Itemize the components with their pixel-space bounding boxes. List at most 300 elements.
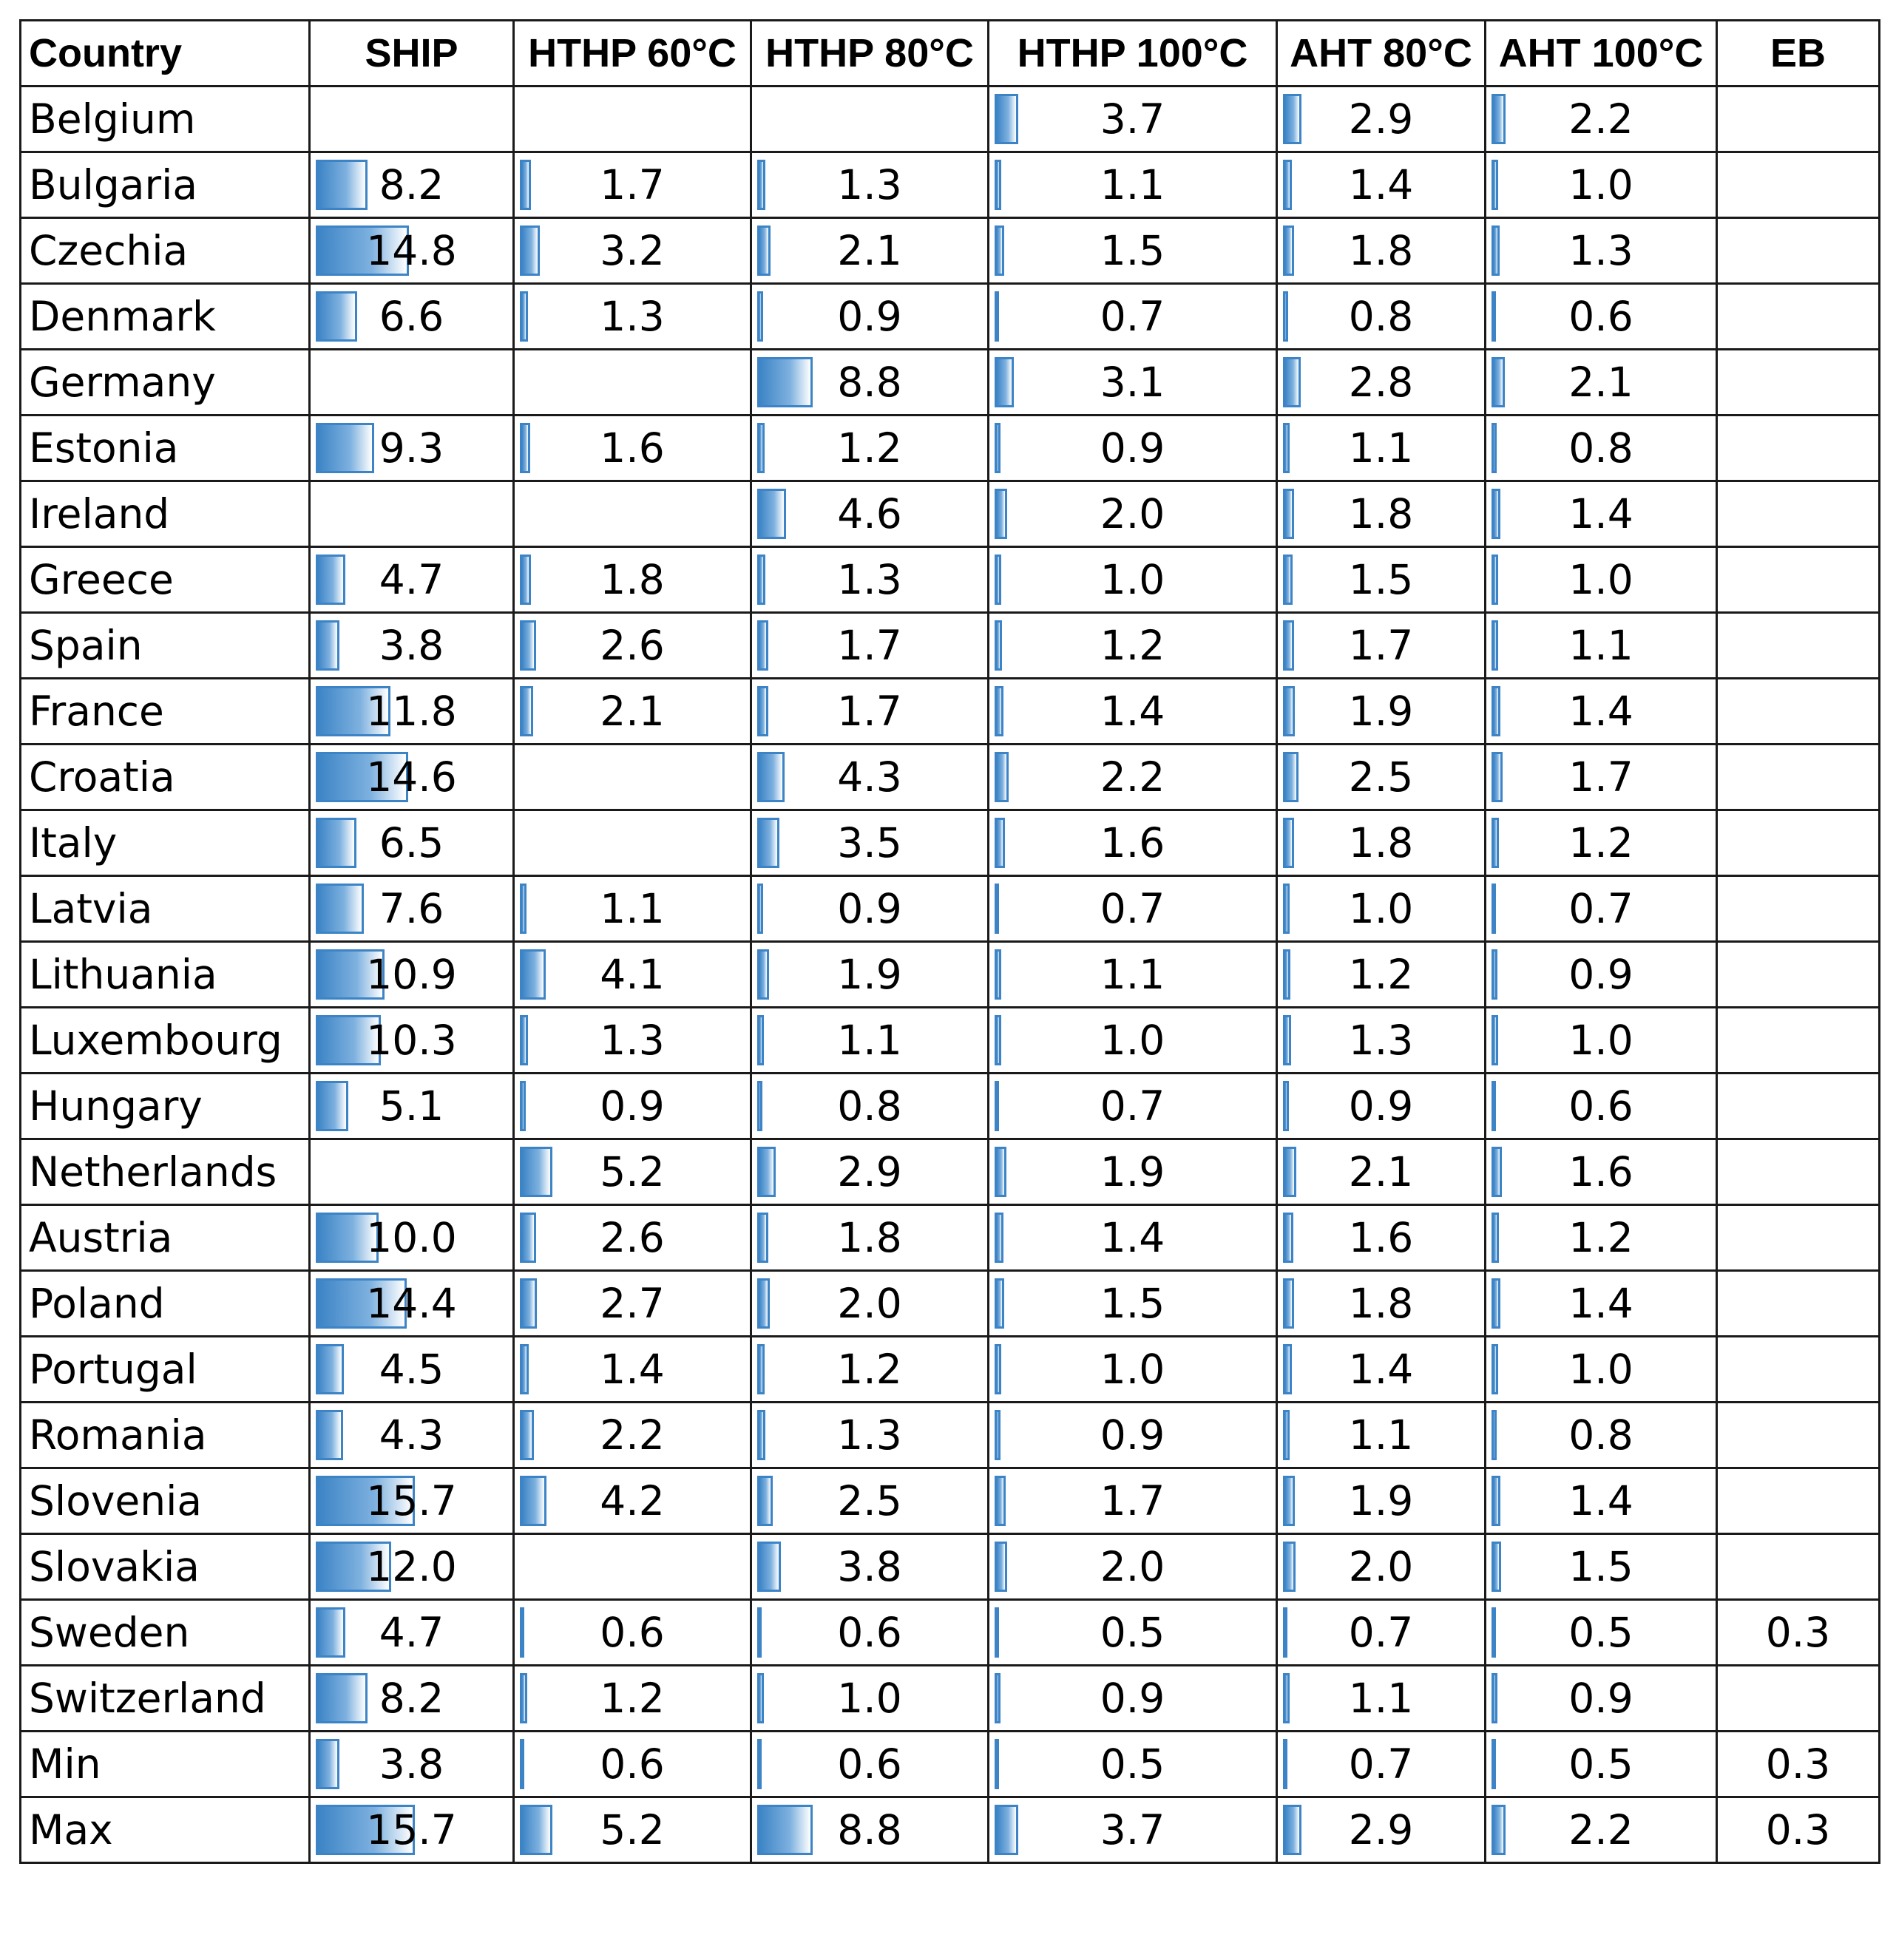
value-cell: [1486, 416, 1717, 481]
value-cell: [751, 942, 989, 1008]
value-label: 1.1: [837, 1017, 902, 1064]
value-label: 1.8: [600, 556, 665, 603]
value-label: 3.1: [1100, 359, 1165, 406]
row-label: Romania: [21, 1403, 310, 1468]
value-cell: [310, 745, 514, 810]
value-label: 1.3: [600, 293, 665, 340]
value-cell: [989, 1008, 1277, 1074]
value-label: 1.7: [837, 688, 902, 735]
value-cell: [1486, 481, 1717, 547]
value-label: 4.6: [837, 490, 902, 538]
value-label: 1.4: [1348, 1346, 1414, 1393]
value-cell: [1717, 152, 1880, 218]
value-cell: [514, 1271, 751, 1337]
value-cell: [1486, 1797, 1717, 1863]
value-cell: [514, 1074, 751, 1139]
row-label: Estonia: [21, 416, 310, 481]
value-cell: [514, 481, 751, 547]
value-label: 0.9: [1348, 1082, 1414, 1130]
value-label: 1.9: [1100, 1148, 1165, 1196]
table-row: [21, 1600, 1880, 1666]
value-label: 10.3: [366, 1017, 457, 1064]
row-label: Max: [21, 1797, 310, 1863]
value-label: 1.1: [1100, 161, 1165, 208]
value-label: 1.1: [1568, 622, 1633, 669]
value-cell: [310, 416, 514, 481]
value-cell: [1277, 1074, 1486, 1139]
value-cell: [1486, 1337, 1717, 1403]
value-label: 5.1: [379, 1082, 444, 1130]
value-label: 0.7: [1100, 293, 1165, 340]
value-cell: [1277, 1337, 1486, 1403]
value-cell: [1717, 1403, 1880, 1468]
value-label: 1.3: [600, 1017, 665, 1064]
value-label: 1.8: [1348, 819, 1414, 867]
row-label: Netherlands: [21, 1139, 310, 1205]
value-cell: [1717, 1666, 1880, 1732]
value-cell: [1486, 1271, 1717, 1337]
value-cell: [1486, 1205, 1717, 1271]
column-header: EB: [1717, 21, 1880, 87]
value-cell: [989, 1666, 1277, 1732]
value-cell: [751, 1732, 989, 1797]
value-cell: [514, 1468, 751, 1534]
value-label: 2.2: [600, 1411, 665, 1459]
value-label: 0.5: [1100, 1609, 1165, 1656]
value-cell: [989, 218, 1277, 284]
value-label: 1.0: [1348, 885, 1414, 932]
value-cell: [1717, 745, 1880, 810]
value-cell: [751, 218, 989, 284]
row-label: Belgium: [21, 87, 310, 152]
value-label: 0.8: [1568, 424, 1633, 472]
value-label: 1.4: [1100, 1214, 1165, 1261]
value-label: 5.2: [600, 1148, 665, 1196]
value-cell: [514, 942, 751, 1008]
value-cell: [514, 613, 751, 679]
value-cell: [1277, 1797, 1486, 1863]
value-cell: [1486, 284, 1717, 350]
value-cell: [989, 810, 1277, 876]
value-label: [515, 87, 750, 151]
value-cell: [1717, 1337, 1880, 1403]
value-cell: [310, 810, 514, 876]
value-cell: [1717, 481, 1880, 547]
value-label: 1.4: [600, 1346, 665, 1393]
value-label: 0.9: [1100, 424, 1165, 472]
value-label: 1.4: [1100, 688, 1165, 735]
table-row: [21, 942, 1880, 1008]
value-label: 9.3: [379, 424, 444, 472]
value-label: 0.6: [600, 1609, 665, 1656]
value-label: 1.9: [1348, 1477, 1414, 1525]
table-row: [21, 1139, 1880, 1205]
value-cell: [1277, 613, 1486, 679]
value-cell: [751, 1797, 989, 1863]
value-label: 0.8: [837, 1082, 902, 1130]
value-cell: [310, 1600, 514, 1666]
value-cell: [1277, 87, 1486, 152]
value-label: 3.5: [837, 819, 902, 867]
table-row: [21, 1534, 1880, 1600]
value-label: 0.3: [1765, 1740, 1831, 1788]
row-label: Luxembourg: [21, 1008, 310, 1074]
value-label: [1718, 877, 1878, 940]
value-label: 11.8: [366, 688, 457, 735]
value-cell: [1486, 218, 1717, 284]
value-label: 1.1: [1348, 1411, 1414, 1459]
value-cell: [1717, 87, 1880, 152]
value-cell: [989, 416, 1277, 481]
value-cell: [1277, 1008, 1486, 1074]
value-cell: [1486, 1600, 1717, 1666]
value-cell: [514, 1732, 751, 1797]
value-cell: [1717, 942, 1880, 1008]
value-label: [1718, 285, 1878, 348]
table-row: [21, 613, 1880, 679]
value-cell: [1486, 1732, 1717, 1797]
value-label: [1718, 1469, 1878, 1533]
value-label: 2.0: [837, 1280, 902, 1327]
value-label: 1.0: [1100, 556, 1165, 603]
value-label: 4.3: [379, 1411, 444, 1459]
value-cell: [751, 1008, 989, 1074]
value-cell: [989, 876, 1277, 942]
value-cell: [1277, 152, 1486, 218]
value-cell: [514, 218, 751, 284]
value-cell: [310, 284, 514, 350]
value-label: 0.7: [1568, 885, 1633, 932]
value-cell: [751, 1205, 989, 1271]
value-cell: [989, 1403, 1277, 1468]
value-label: 2.7: [600, 1280, 665, 1327]
value-label: 6.5: [379, 819, 444, 867]
value-label: 1.1: [1100, 951, 1165, 998]
table-row: [21, 1205, 1880, 1271]
value-cell: [751, 1666, 989, 1732]
value-cell: [514, 1205, 751, 1271]
value-label: 1.7: [1100, 1477, 1165, 1525]
value-label: [1718, 614, 1878, 677]
value-cell: [989, 350, 1277, 416]
value-cell: [1277, 942, 1486, 1008]
value-cell: [751, 1403, 989, 1468]
value-cell: [310, 1205, 514, 1271]
value-cell: [751, 284, 989, 350]
value-label: 1.0: [1568, 1346, 1633, 1393]
value-label: 0.6: [600, 1740, 665, 1788]
value-label: 1.6: [1100, 819, 1165, 867]
value-cell: [989, 152, 1277, 218]
value-label: 8.8: [837, 1806, 902, 1854]
value-label: 14.8: [366, 227, 457, 274]
value-label: [515, 745, 750, 809]
value-cell: [989, 481, 1277, 547]
value-label: [1718, 153, 1878, 217]
value-cell: [514, 284, 751, 350]
value-label: [515, 811, 750, 875]
value-label: [515, 482, 750, 546]
value-label: [1718, 679, 1878, 743]
table-row: [21, 810, 1880, 876]
value-label: 1.2: [1100, 622, 1165, 669]
value-cell: [310, 547, 514, 613]
value-label: 1.8: [1348, 227, 1414, 274]
table-row: [21, 1337, 1880, 1403]
value-label: 14.6: [366, 753, 457, 801]
value-label: 3.8: [379, 622, 444, 669]
value-cell: [989, 1205, 1277, 1271]
value-cell: [989, 1732, 1277, 1797]
value-label: [1718, 1008, 1878, 1072]
value-label: 10.9: [366, 951, 457, 998]
value-cell: [514, 1797, 751, 1863]
column-header: AHT 100°C: [1486, 21, 1717, 87]
value-label: 1.6: [1568, 1148, 1633, 1196]
value-label: 3.7: [1100, 95, 1165, 143]
value-label: 1.5: [1348, 556, 1414, 603]
value-cell: [1717, 1797, 1880, 1863]
value-label: 1.8: [837, 1214, 902, 1261]
value-label: 1.4: [1568, 1280, 1633, 1327]
value-label: 2.9: [1348, 95, 1414, 143]
value-label: 1.2: [1568, 819, 1633, 867]
value-label: [1718, 548, 1878, 611]
value-label: 1.9: [1348, 688, 1414, 735]
value-label: 0.7: [1348, 1609, 1414, 1656]
value-label: 1.8: [1348, 1280, 1414, 1327]
row-label: Czechia: [21, 218, 310, 284]
value-cell: [1486, 547, 1717, 613]
row-label: Greece: [21, 547, 310, 613]
row-label: Latvia: [21, 876, 310, 942]
value-label: 1.0: [1568, 556, 1633, 603]
value-label: 0.3: [1765, 1609, 1831, 1656]
value-cell: [514, 1600, 751, 1666]
value-label: 2.1: [1568, 359, 1633, 406]
data-table: [19, 19, 1880, 1864]
value-label: 1.3: [1348, 1017, 1414, 1064]
value-label: 1.1: [600, 885, 665, 932]
value-cell: [514, 87, 751, 152]
value-cell: [989, 942, 1277, 1008]
value-cell: [751, 481, 989, 547]
value-label: 12.0: [366, 1543, 457, 1590]
value-label: 6.6: [379, 293, 444, 340]
value-label: 2.9: [1348, 1806, 1414, 1854]
value-cell: [514, 152, 751, 218]
value-cell: [310, 876, 514, 942]
value-cell: [1486, 1468, 1717, 1534]
column-header: HTHP 60°C: [514, 21, 751, 87]
value-cell: [989, 1797, 1277, 1863]
value-cell: [1717, 1008, 1880, 1074]
value-label: [1718, 1272, 1878, 1335]
table-row: [21, 1732, 1880, 1797]
value-label: 2.6: [600, 622, 665, 669]
row-label: Spain: [21, 613, 310, 679]
value-cell: [310, 152, 514, 218]
value-cell: [751, 679, 989, 745]
value-cell: [1277, 1403, 1486, 1468]
value-cell: [514, 1666, 751, 1732]
value-cell: [751, 745, 989, 810]
value-cell: [310, 481, 514, 547]
value-label: 8.2: [379, 1675, 444, 1722]
value-label: 1.7: [837, 622, 902, 669]
value-label: 4.2: [600, 1477, 665, 1525]
value-label: 0.5: [1568, 1609, 1633, 1656]
value-label: 3.8: [379, 1740, 444, 1788]
value-cell: [514, 1139, 751, 1205]
value-label: 1.5: [1100, 227, 1165, 274]
value-label: 2.0: [1348, 1543, 1414, 1590]
value-cell: [1277, 481, 1486, 547]
row-label: Sweden: [21, 1600, 310, 1666]
row-label: Lithuania: [21, 942, 310, 1008]
value-cell: [989, 1271, 1277, 1337]
value-label: 0.7: [1100, 1082, 1165, 1130]
value-label: 0.8: [1568, 1411, 1633, 1459]
value-cell: [1717, 1205, 1880, 1271]
table-row: [21, 218, 1880, 284]
value-label: [1718, 943, 1878, 1006]
value-label: 1.5: [1568, 1543, 1633, 1590]
value-cell: [310, 942, 514, 1008]
value-label: 1.3: [837, 161, 902, 208]
value-cell: [1486, 1403, 1717, 1468]
value-cell: [751, 1468, 989, 1534]
row-label: Austria: [21, 1205, 310, 1271]
value-label: 8.2: [379, 161, 444, 208]
value-label: 0.9: [1568, 951, 1633, 998]
value-label: 0.6: [837, 1740, 902, 1788]
table-row: [21, 745, 1880, 810]
value-cell: [1486, 1139, 1717, 1205]
value-label: 1.8: [1348, 490, 1414, 538]
value-cell: [989, 1139, 1277, 1205]
value-cell: [310, 1074, 514, 1139]
value-label: [311, 350, 512, 414]
value-label: 2.6: [600, 1214, 665, 1261]
value-label: 2.8: [1348, 359, 1414, 406]
value-cell: [989, 1534, 1277, 1600]
value-cell: [989, 1074, 1277, 1139]
value-cell: [751, 416, 989, 481]
value-cell: [310, 218, 514, 284]
value-label: 1.0: [837, 1675, 902, 1722]
value-label: 1.0: [1568, 1017, 1633, 1064]
value-label: 0.3: [1765, 1806, 1831, 1854]
value-cell: [1486, 152, 1717, 218]
value-cell: [514, 810, 751, 876]
value-label: 15.7: [366, 1806, 457, 1854]
value-label: [1718, 745, 1878, 809]
value-cell: [310, 1666, 514, 1732]
value-label: [311, 1140, 512, 1204]
value-label: [311, 87, 512, 151]
table-row: [21, 1008, 1880, 1074]
table-row: [21, 152, 1880, 218]
value-cell: [751, 1271, 989, 1337]
value-cell: [989, 1468, 1277, 1534]
value-label: 3.7: [1100, 1806, 1165, 1854]
value-cell: [310, 87, 514, 152]
table-row: [21, 416, 1880, 481]
value-cell: [1277, 416, 1486, 481]
value-cell: [310, 1797, 514, 1863]
value-label: [1718, 1666, 1878, 1730]
value-label: 1.0: [1100, 1017, 1165, 1064]
value-cell: [751, 152, 989, 218]
value-cell: [989, 1600, 1277, 1666]
value-label: 4.7: [379, 556, 444, 603]
value-label: 0.5: [1100, 1740, 1165, 1788]
table-row: [21, 87, 1880, 152]
value-cell: [1277, 1666, 1486, 1732]
value-cell: [751, 810, 989, 876]
value-cell: [1717, 1271, 1880, 1337]
value-label: 1.6: [1348, 1214, 1414, 1261]
value-label: 1.4: [1568, 1477, 1633, 1525]
value-cell: [310, 350, 514, 416]
value-label: 1.4: [1348, 161, 1414, 208]
value-label: 2.1: [600, 688, 665, 735]
value-label: [1718, 416, 1878, 480]
value-label: [1718, 219, 1878, 282]
value-label: [1718, 1403, 1878, 1467]
value-label: [1718, 87, 1878, 151]
value-cell: [751, 1139, 989, 1205]
value-label: 4.5: [379, 1346, 444, 1393]
value-cell: [751, 876, 989, 942]
value-cell: [1277, 284, 1486, 350]
value-label: 8.8: [837, 359, 902, 406]
table-row: [21, 350, 1880, 416]
value-label: [515, 350, 750, 414]
value-label: 1.9: [837, 951, 902, 998]
row-label: Germany: [21, 350, 310, 416]
value-cell: [514, 745, 751, 810]
value-cell: [1277, 679, 1486, 745]
value-cell: [310, 1271, 514, 1337]
value-label: 1.1: [1348, 424, 1414, 472]
value-cell: [1277, 218, 1486, 284]
value-label: 0.5: [1568, 1740, 1633, 1788]
value-label: 1.3: [837, 1411, 902, 1459]
value-label: [1718, 1140, 1878, 1204]
value-cell: [1277, 810, 1486, 876]
value-cell: [310, 1403, 514, 1468]
value-cell: [989, 679, 1277, 745]
value-label: 0.9: [1568, 1675, 1633, 1722]
value-cell: [310, 1008, 514, 1074]
value-label: 2.9: [837, 1148, 902, 1196]
value-label: 0.9: [1100, 1411, 1165, 1459]
column-header: HTHP 100°C: [989, 21, 1277, 87]
value-cell: [1277, 1139, 1486, 1205]
value-cell: [1486, 942, 1717, 1008]
value-cell: [1717, 1534, 1880, 1600]
row-label: Hungary: [21, 1074, 310, 1139]
value-cell: [1486, 1008, 1717, 1074]
value-label: [1718, 350, 1878, 414]
value-label: 1.2: [1568, 1214, 1633, 1261]
table-row: [21, 481, 1880, 547]
table-row: [21, 1666, 1880, 1732]
row-label: Denmark: [21, 284, 310, 350]
value-label: 15.7: [366, 1477, 457, 1525]
